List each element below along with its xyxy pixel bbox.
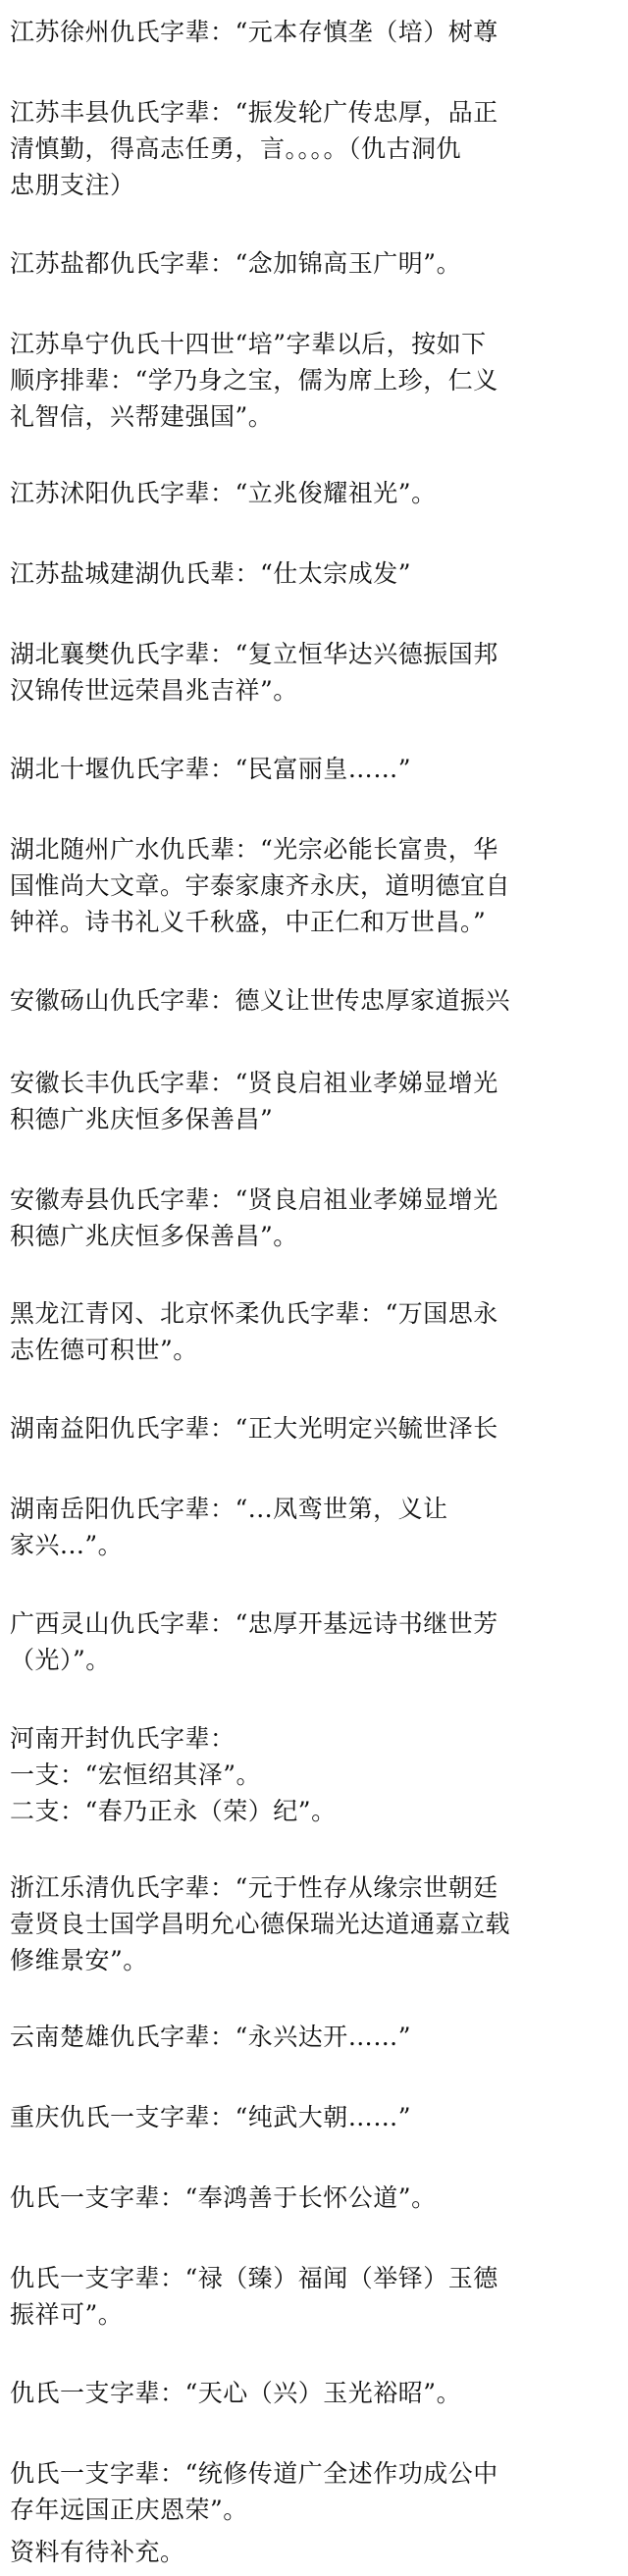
text-line: 安徽长丰仇氏字辈：“贤良启祖业孝娣显增光 [10, 1069, 498, 1097]
text-line: 积德广兆庆恒多保善昌” [10, 1105, 274, 1133]
text-line: 壹贤良士国学昌明允心德保瑞光达道通嘉立载 [10, 1910, 511, 1938]
text-line: 顺序排辈：“学乃身之宝，儒为席上珍，仁义 [10, 366, 498, 394]
text-line: 振祥可”。 [10, 2300, 124, 2329]
text-line: 国惟尚大文章。宇泰家康齐永庆，道明德宜自 [10, 871, 511, 900]
entry-jiangsu-yandu [10, 245, 620, 282]
entry-hubei-suizhou-guangshui [10, 831, 620, 940]
text-line: 广西灵山仇氏字辈：“忠厚开基远诗书继世芳 [10, 1609, 498, 1638]
text-line: 忠朋支注） [10, 171, 135, 199]
text-line: 重庆仇氏一支字辈：“纯武大朝……” [10, 2103, 412, 2131]
text-line: 浙江乐清仇氏字辈：“元于性存从缘宗世朝廷 [10, 1873, 498, 1902]
entry-zhejiang-yueqing [10, 1869, 620, 1978]
entry-hubei-shiyan [10, 751, 620, 787]
text-line: 一支：“宏恒绍其泽”。 [10, 1761, 262, 1789]
text-line: 二支：“春乃正永（荣）纪”。 [10, 1797, 337, 1825]
entry-jiangsu-shuyang [10, 475, 620, 511]
text-line: 河南开封仇氏字辈： [10, 1724, 236, 1753]
text-line: 资料有待补充。 [10, 2538, 185, 2566]
text-line: 钟祥。诗书礼义千秋盛，中正仁和万世昌。” [10, 908, 487, 936]
entry-hunan-yueyang [10, 1491, 620, 1563]
entry-anhui-shouxian [10, 1182, 620, 1254]
entry-henan-kaifeng [10, 1720, 620, 1829]
text-line: 礼智信，兴帮建强国”。 [10, 402, 274, 431]
text-line: 汉锦传世远荣昌兆吉祥”。 [10, 676, 298, 705]
text-line: （光）”。 [10, 1646, 111, 1674]
text-line: 仇氏一支字辈：“天心（兴）玉光裕昭”。 [10, 2379, 462, 2407]
entry-branch-3 [10, 2375, 620, 2411]
text-line: 家兴...”。 [10, 1531, 124, 1559]
text-line: 黑龙江青冈、北京怀柔仇氏字辈：“万国思永 [10, 1299, 498, 1328]
entry-branch-4 [10, 2455, 620, 2528]
entry-anhui-dangshan [10, 982, 620, 1019]
text-line: 积德广兆庆恒多保善昌”。 [10, 1222, 298, 1250]
entry-heilongjiang-beijing [10, 1295, 620, 1368]
text-line: 安徽寿县仇氏字辈：“贤良启祖业孝娣显增光 [10, 1185, 498, 1214]
entry-hubei-xiangfan [10, 636, 620, 709]
text-line: 安徽砀山仇氏字辈：德义让世传忠厚家道振兴 [10, 986, 511, 1015]
text-line: 湖北随州广水仇氏辈：“光宗必能长富贵，华 [10, 835, 498, 864]
entry-jiangsu-yancheng-jianhu [10, 555, 620, 592]
text-line: 江苏徐州仇氏字辈：“元本存慎垄（培）树尊 [10, 18, 498, 46]
text-line: 仇氏一支字辈：“禄（臻）福闻（举铎）玉德 [10, 2264, 498, 2292]
text-line: 云南楚雄仇氏字辈：“永兴达开……” [10, 2023, 412, 2051]
text-line: 湖北十堰仇氏字辈：“民富丽皇……” [10, 755, 412, 783]
text-line: 江苏阜宁仇氏十四世“培”字辈以后，按如下 [10, 330, 487, 358]
entry-yunnan-chuxiong [10, 2019, 620, 2055]
entry-guangxi-lingshan [10, 1605, 620, 1678]
text-line: 江苏盐都仇氏字辈：“念加锦高玉广明”。 [10, 249, 462, 278]
closing-note [10, 2534, 620, 2570]
entry-jiangsu-fengxian [10, 94, 620, 203]
text-line: 仇氏一支字辈：“统修传道广全述作功成公中 [10, 2459, 498, 2488]
text-line: 湖北襄樊仇氏字辈：“复立恒华达兴德振国邦 [10, 640, 498, 668]
entry-jiangsu-xuzhou [10, 14, 620, 50]
entry-hunan-yiyang [10, 1410, 620, 1446]
text-line: 存年远国正庆恩荣”。 [10, 2496, 248, 2524]
entry-chongqing [10, 2099, 620, 2135]
text-line: 仇氏一支字辈：“奉鸿善于长怀公道”。 [10, 2183, 437, 2212]
text-line: 湖南益阳仇氏字辈：“正大光明定兴毓世泽长 [10, 1414, 498, 1443]
entry-branch-2 [10, 2260, 620, 2333]
text-line: 江苏盐城建湖仇氏辈：“仕太宗成发” [10, 559, 412, 588]
text-line: 修维景安”。 [10, 1946, 148, 1974]
text-line: 江苏沭阳仇氏字辈：“立兆俊耀祖光”。 [10, 479, 437, 507]
entry-branch-1 [10, 2180, 620, 2216]
text-line: 江苏丰县仇氏字辈：“振发轮广传忠厚，品正 [10, 98, 498, 127]
text-line: 志佐德可积世”。 [10, 1336, 198, 1364]
entry-anhui-changfeng [10, 1065, 620, 1137]
text-line: 清慎勤，得高志任勇，言。。。。（仇古洞仇 [10, 134, 462, 163]
entry-jiangsu-funing [10, 326, 620, 435]
text-line: 湖南岳阳仇氏字辈：“...凤鸾世第，义让 [10, 1495, 448, 1523]
